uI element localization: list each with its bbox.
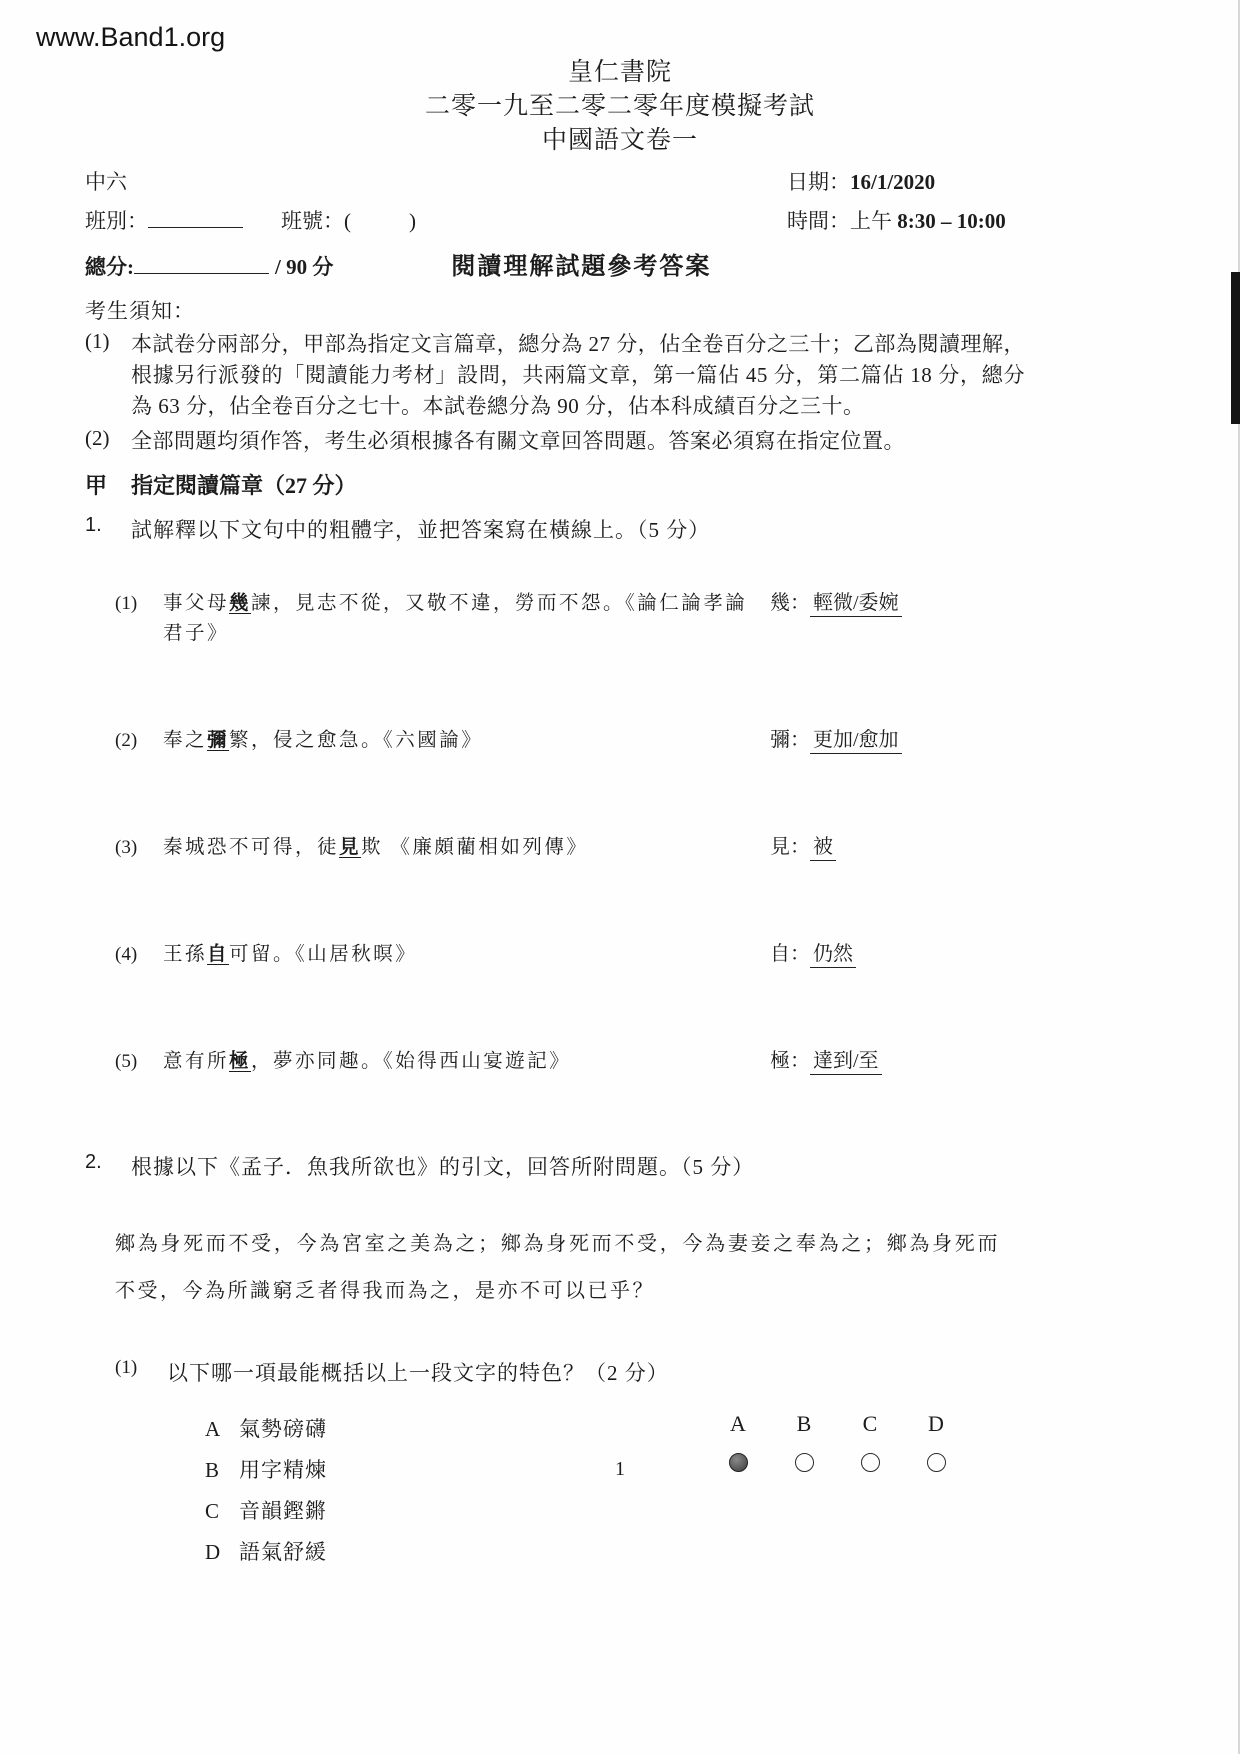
question-2-number: 2.: [85, 1151, 102, 1173]
quote-post: 諫，見志不從，又敬不違，勞而不怨。《論仁論孝論君子》: [163, 593, 748, 644]
page-content: [85, 167, 1025, 1573]
q1-item-1: [115, 586, 1025, 649]
score-blank-line: [134, 253, 269, 274]
q1-item-5-number: (5): [115, 1051, 138, 1072]
date-field: [787, 167, 1025, 197]
q1-item-2-quote: [163, 726, 770, 756]
meta-row-3: [85, 246, 1025, 281]
mc-header-d: D: [928, 1411, 944, 1436]
notice-item-1: [85, 329, 1025, 422]
mc-header-b: B: [796, 1411, 812, 1436]
quote-pre: 意有所: [163, 1051, 230, 1072]
class-label: 班別：: [85, 209, 148, 233]
q1-item-4-quote: [163, 940, 770, 970]
section-a-label: 甲: [85, 473, 108, 498]
quote-bold-char: 極: [229, 1051, 252, 1072]
notice-item-2-text: 全部問題均須作答，考生必須根據各有關文章回答問題。答案必須寫在指定位置。: [131, 429, 905, 453]
q1-item-5-quote: [163, 1047, 770, 1077]
section-a-title: 指定閱讀篇章（27 分）: [131, 473, 357, 498]
quote-bold-char: 彌: [207, 730, 230, 751]
quote-bold-char: 見: [339, 837, 362, 858]
question-1-prompt: 試解釋以下文句中的粗體字，並把答案寫在橫線上。（5 分）: [131, 518, 711, 542]
exam-year-title: 二零一九至二零二零年度模擬考試: [424, 93, 815, 120]
quote-post: ，夢亦同趣。《始得西山宴遊記》: [251, 1051, 572, 1072]
question-2: [85, 1151, 1025, 1573]
school-name: 皇仁書院: [567, 59, 672, 86]
quote-post: 可留。《山居秋暝》: [229, 944, 418, 965]
answer-label: 彌：: [770, 729, 810, 751]
date-label: 日期：: [787, 170, 850, 194]
quote-bold-char: 幾: [229, 593, 252, 614]
q1-item-4-answer: [770, 937, 1025, 966]
quote-post: 繁，侵之愈急。《六國論》: [229, 730, 484, 751]
q1-item-5-answer: [770, 1044, 1025, 1073]
time-field: [787, 206, 1025, 236]
quote-pre: 事父母: [163, 593, 230, 614]
score-label: 總分:: [85, 255, 134, 279]
answer-value: 達到/至: [810, 1050, 882, 1075]
q2-sub1-heading: [115, 1357, 1025, 1387]
form-level: 中六: [85, 170, 127, 194]
notice-item-1-number: (1): [85, 329, 110, 353]
option-a-letter: A: [205, 1417, 221, 1441]
answer-label: 幾：: [770, 592, 810, 614]
page-number: 1: [615, 1458, 625, 1480]
notice-heading: 考生須知：: [85, 299, 195, 323]
question-2-heading: [85, 1151, 1025, 1181]
option-b-letter: B: [205, 1458, 220, 1482]
date-value: 16/1/2020: [850, 170, 936, 194]
answer-value: 輕微/委婉: [810, 592, 902, 617]
q2-sub1-number: (1): [115, 1357, 138, 1378]
watermark: www.Band1.org: [36, 22, 226, 52]
question-1-number: 1.: [85, 514, 102, 536]
answer-value: 仍然: [810, 943, 856, 968]
option-c-letter: C: [205, 1499, 220, 1523]
q1-item-3-number: (3): [115, 837, 138, 858]
time-value: 8:30 – 10:00: [897, 209, 1006, 233]
time-label: 時間：: [787, 209, 850, 233]
option-b-text: 用字精煉: [239, 1458, 327, 1482]
answer-label: 自：: [770, 943, 810, 965]
answer-label: 見：: [770, 836, 810, 858]
class-blank-line: [148, 207, 243, 228]
answers-title: 閱讀理解試題參考答案: [451, 254, 712, 280]
answer-label: 極：: [770, 1050, 810, 1072]
q2-sub1-options: [205, 1409, 1025, 1573]
notice-item-2: [85, 426, 1025, 457]
question-1-heading: [85, 514, 1025, 544]
paper-title: 中國語文卷一: [541, 127, 698, 154]
q1-item-5: [115, 1044, 1025, 1077]
section-a-heading: [85, 469, 1025, 500]
notice-item-2-number: (2): [85, 426, 110, 450]
meta-row-2: [85, 206, 1025, 236]
option-d-text: 語氣舒緩: [239, 1540, 327, 1564]
q1-item-3-quote: [163, 833, 770, 863]
q1-item-1-quote: [163, 589, 770, 649]
quote-pre: 王孫: [163, 944, 208, 965]
q1-item-1-number: (1): [115, 593, 138, 614]
option-c-text: 音韻鏗鏘: [239, 1499, 327, 1523]
q1-item-3-answer: [770, 830, 1025, 859]
q2-sub1-prompt: 以下哪一項最能概括以上一段文字的特色？（2 分）: [167, 1361, 669, 1385]
q1-item-2: [115, 723, 1025, 756]
answer-value: 被: [810, 836, 836, 861]
class-field: [85, 206, 416, 236]
q1-item-4: [115, 937, 1025, 970]
option-d-letter: D: [205, 1540, 221, 1564]
q1-item-1-answer: [770, 586, 1025, 615]
question-1-items: [85, 586, 1025, 1077]
quote-pre: 秦城恐不可得，徒: [163, 837, 340, 858]
scan-strip-artifact: [1231, 272, 1240, 424]
q1-item-2-number: (2): [115, 730, 138, 751]
q1-item-2-answer: [770, 723, 1025, 752]
q1-item-3: [115, 830, 1025, 863]
time-prefix: 上午: [850, 209, 898, 233]
quote-bold-char: 自: [207, 944, 230, 965]
answer-value: 更加/愈加: [810, 729, 902, 754]
mc-header-a: A: [730, 1411, 746, 1436]
meta-row-1: [85, 167, 1025, 197]
quote-post: 欺 《廉頗藺相如列傳》: [361, 837, 589, 858]
option-a-text: 氣勢磅礴: [239, 1417, 327, 1441]
notice-item-1-text: 本試卷分兩部分，甲部為指定文言篇章，總分為 27 分，佔全卷百分之三十；乙部為閱讀理解，根據另行派發的「閱讀能力考材」設問，共兩篇文章，第一篇佔 45 分，第二篇佔 18 分，總分為 63 分，佔全卷百分之七十。本試卷總分為 90 分，佔本科成績百分之三十。: [131, 332, 1025, 418]
score-total: / 90 分: [275, 255, 334, 279]
class-no-close: ): [409, 209, 416, 233]
q1-item-4-number: (4): [115, 944, 138, 965]
quote-pre: 奉之: [163, 730, 208, 751]
option-d: [205, 1532, 1025, 1573]
question-2-quote: 鄉為身死而不受，今為宮室之美為之；鄉為身死而不受，今為妻妾之奉為之；鄉為身死而不受，今為所識窮乏者得我而為之，是亦不可以已乎？: [115, 1233, 1000, 1302]
mc-header-c: C: [862, 1411, 878, 1436]
option-c: [205, 1491, 1025, 1532]
class-no-label: 班號：(: [281, 209, 351, 233]
question-2-prompt: 根據以下《孟子．魚我所欲也》的引文，回答所附問題。（5 分）: [131, 1155, 755, 1179]
